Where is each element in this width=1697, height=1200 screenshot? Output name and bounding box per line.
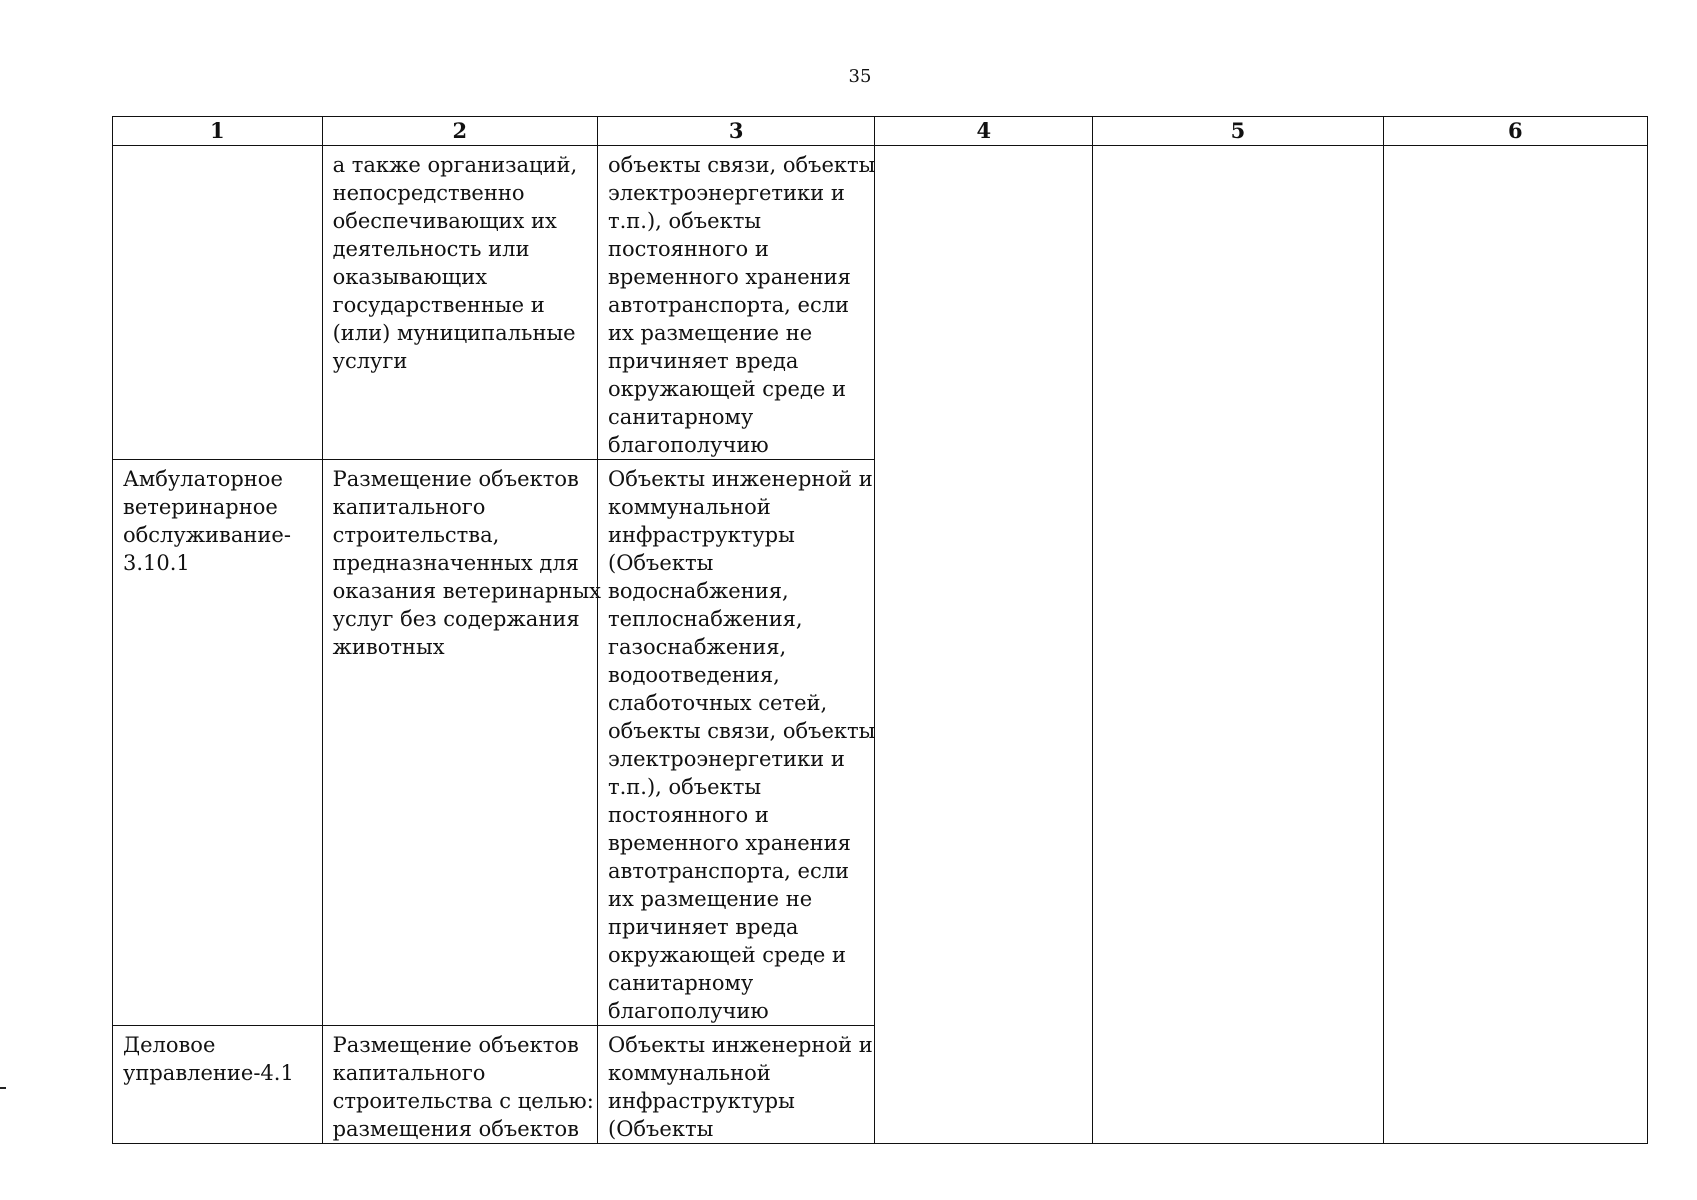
regulations-table	[112, 116, 1648, 1144]
column-header-4: 4	[875, 117, 1093, 146]
cell-text-line: их размещение не	[608, 887, 813, 911]
cell-text-line: электроэнергетики и	[608, 747, 845, 771]
cell-text-line: деятельность или	[332, 237, 530, 261]
cell-text-line: водоотведения,	[608, 663, 780, 687]
cell-column-4	[875, 146, 1093, 1144]
cell-text-line: инфраструктуры	[608, 523, 795, 547]
cell-text-line: государственные и	[332, 293, 545, 317]
cell-text-line: (Объекты	[608, 1117, 714, 1141]
column-header-1: 1	[113, 117, 323, 146]
cell-text-line: т.п.), объекты	[608, 209, 762, 233]
cell-permitted-objects	[598, 1026, 875, 1144]
cell-text-line: оказания ветеринарных	[332, 579, 602, 603]
cell-text-line: объекты связи, объекты	[608, 153, 876, 177]
cell-text-line: услуги	[332, 349, 408, 373]
cell-text-line: Объекты инженерной и	[608, 467, 873, 491]
table-header-row	[113, 117, 1648, 146]
column-header-3: 3	[598, 117, 875, 146]
cell-text-line: обеспечивающих их	[332, 209, 557, 233]
cell-text-line: окружающей среде и	[608, 377, 846, 401]
cell-text-line: непосредственно	[332, 181, 525, 205]
cell-text-line: а также организаций,	[332, 153, 578, 177]
cell-text-line: обслуживание-	[123, 523, 291, 547]
cell-permitted-objects	[598, 146, 875, 460]
cell-column-6	[1383, 146, 1647, 1144]
cell-text-line: санитарному	[608, 405, 754, 429]
cell-text-line: строительства,	[332, 523, 500, 547]
cell-text-line: ветеринарное	[123, 495, 278, 519]
cell-text-line: Деловое	[123, 1033, 216, 1057]
cell-text-line: слаботочных сетей,	[608, 691, 828, 715]
column-header-2: 2	[322, 117, 597, 146]
cell-text-line: управление-4.1	[123, 1061, 294, 1085]
cell-text-line: газоснабжения,	[608, 635, 787, 659]
cell-text-line: причиняет вреда	[608, 349, 799, 373]
cell-text-line: капитального	[332, 495, 486, 519]
column-header-6: 6	[1383, 117, 1647, 146]
cell-text-line: окружающей среде и	[608, 943, 846, 967]
cell-text-line: предназначенных для	[332, 551, 579, 575]
cell-text-line: санитарному	[608, 971, 754, 995]
cell-description	[322, 460, 602, 1026]
cell-text-line: постоянного и	[608, 803, 769, 827]
cell-text-line: Размещение объектов	[332, 1033, 579, 1057]
cell-text-line: автотранспорта, если	[608, 293, 850, 317]
cell-text-line: оказывающих	[332, 265, 488, 289]
cell-text-line: животных	[332, 635, 445, 659]
cell-text-line: Объекты инженерной и	[608, 1033, 873, 1057]
cell-text-line: т.п.), объекты	[608, 775, 762, 799]
cell-text-line: временного хранения	[608, 265, 851, 289]
cell-text-line: благополучию	[608, 433, 769, 457]
cell-text-line: (Объекты	[608, 551, 714, 575]
cell-text-line: электроэнергетики и	[608, 181, 845, 205]
cell-text-line: благополучию	[608, 999, 769, 1023]
column-header-5: 5	[1093, 117, 1384, 146]
cell-use-type	[113, 460, 323, 1026]
cell-column-5	[1093, 146, 1384, 1144]
margin-mark	[0, 1087, 6, 1089]
cell-use-type	[113, 1026, 323, 1144]
cell-permitted-objects	[598, 460, 875, 1026]
cell-text-line: водоснабжения,	[608, 579, 789, 603]
cell-text-line: инфраструктуры	[608, 1089, 795, 1113]
cell-text-line: строительства с целью:	[332, 1089, 594, 1113]
cell-text-line: размещения объектов	[332, 1117, 579, 1141]
cell-text-line: причиняет вреда	[608, 915, 799, 939]
table-row	[113, 146, 1648, 460]
cell-text-line: автотранспорта, если	[608, 859, 850, 883]
cell-text-line: коммунальной	[608, 1061, 771, 1085]
cell-text-line: услуг без содержания	[332, 607, 580, 631]
cell-text-line: объекты связи, объекты	[608, 719, 876, 743]
cell-text-line: Амбулаторное	[123, 467, 283, 491]
cell-text-line: постоянного и	[608, 237, 769, 261]
cell-use-type	[113, 146, 323, 460]
cell-text-line: теплоснабжения,	[608, 607, 803, 631]
cell-text-line: их размещение не	[608, 321, 813, 345]
cell-text-line: капитального	[332, 1061, 486, 1085]
cell-text-line: коммунальной	[608, 495, 771, 519]
cell-text-line: 3.10.1	[123, 551, 190, 575]
cell-description	[322, 146, 597, 460]
cell-text-line: временного хранения	[608, 831, 851, 855]
cell-text-line: (или) муниципальные	[332, 321, 576, 345]
page-number: 35	[848, 66, 872, 87]
cell-description	[322, 1026, 597, 1144]
cell-text-line: Размещение объектов	[332, 467, 579, 491]
